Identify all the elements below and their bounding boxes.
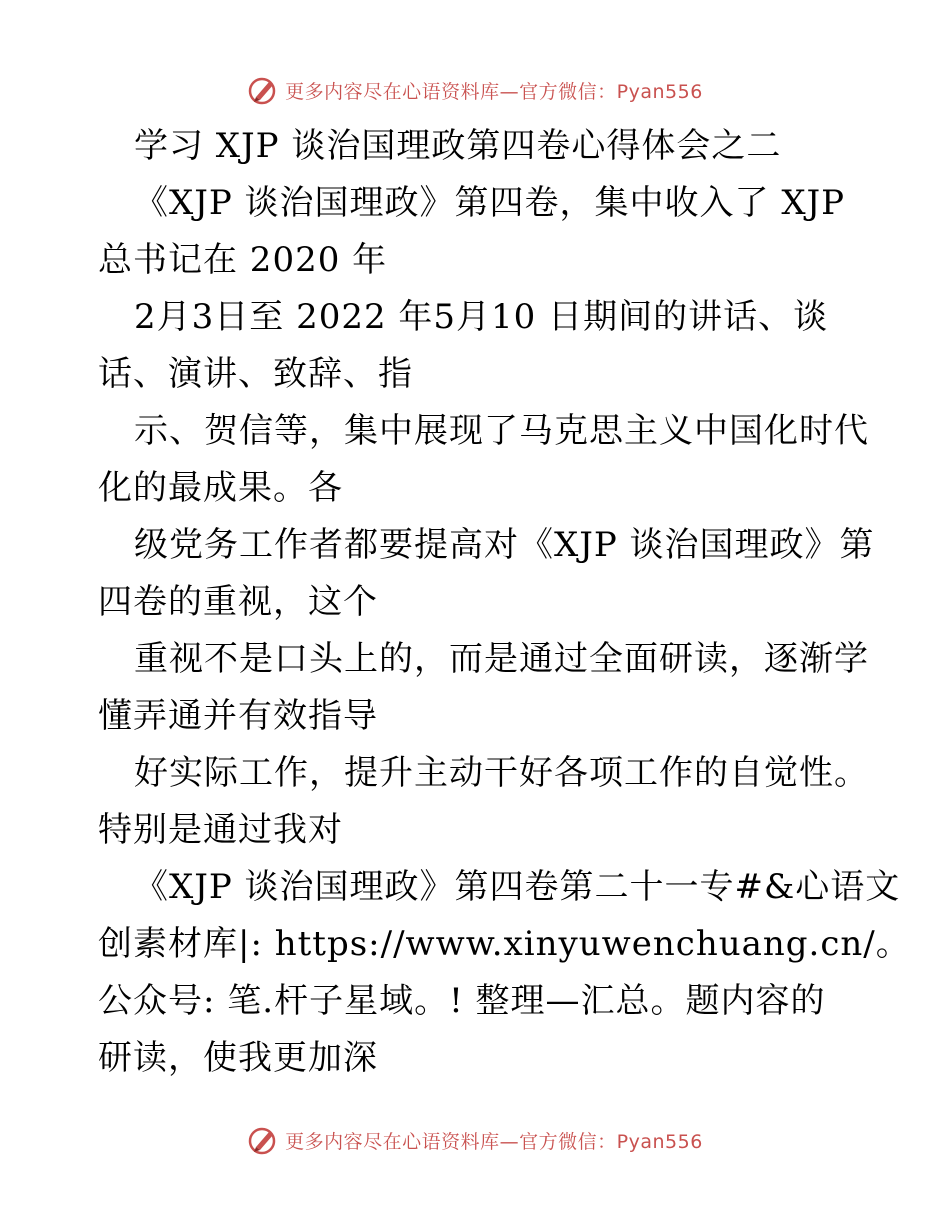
text-line: 创素材库|: https://www.xinyuwenchuang.cn/。 (98, 924, 911, 964)
text-line: 《XJP 谈治国理政》第四卷，集中收入了 XJP (134, 183, 846, 223)
document-title: 学习 XJP 谈治国理政第四卷心得体会之二 (134, 126, 782, 166)
banner-text: 更多内容尽在心语资料库—官方微信：Pyan556 (285, 1130, 703, 1153)
text-line: 2月3日至 2022 年5月10 日期间的讲话、谈 (134, 297, 829, 337)
text-line: 公众号: 笔.杆子星域。! 整理—汇总。题内容的 (98, 981, 826, 1021)
document-body (98, 118, 911, 1087)
text-line: 四卷的重视，这个 (98, 582, 378, 622)
text-line: 特别是通过我对 (98, 810, 343, 850)
text-line: 化的最成果。各 (98, 468, 343, 508)
text-line: 好实际工作，提升主动干好各项工作的自觉性。 (134, 753, 869, 793)
text-line: 懂弄通并有效指导 (98, 696, 378, 736)
header-banner (0, 70, 950, 110)
text-line: 级党务工作者都要提高对《XJP 谈治国理政》第 (134, 525, 875, 565)
text-line: 研读，使我更加深 (98, 1038, 378, 1078)
text-line: 示、贺信等，集中展现了马克思主义中国化时代 (134, 411, 869, 451)
banner-text: 更多内容尽在心语资料库—官方微信：Pyan556 (285, 80, 703, 103)
text-line: 总书记在 2020 年 (98, 240, 388, 280)
text-line: 话、演讲、致辞、指 (98, 354, 413, 394)
pen-logo-icon (247, 74, 279, 106)
footer-banner (0, 1120, 950, 1160)
pen-logo-icon (247, 1124, 279, 1156)
text-line: 《XJP 谈治国理政》第四卷第二十一专#&心语文 (134, 867, 901, 907)
text-line: 重视不是口头上的，而是通过全面研读，逐渐学 (134, 639, 869, 679)
